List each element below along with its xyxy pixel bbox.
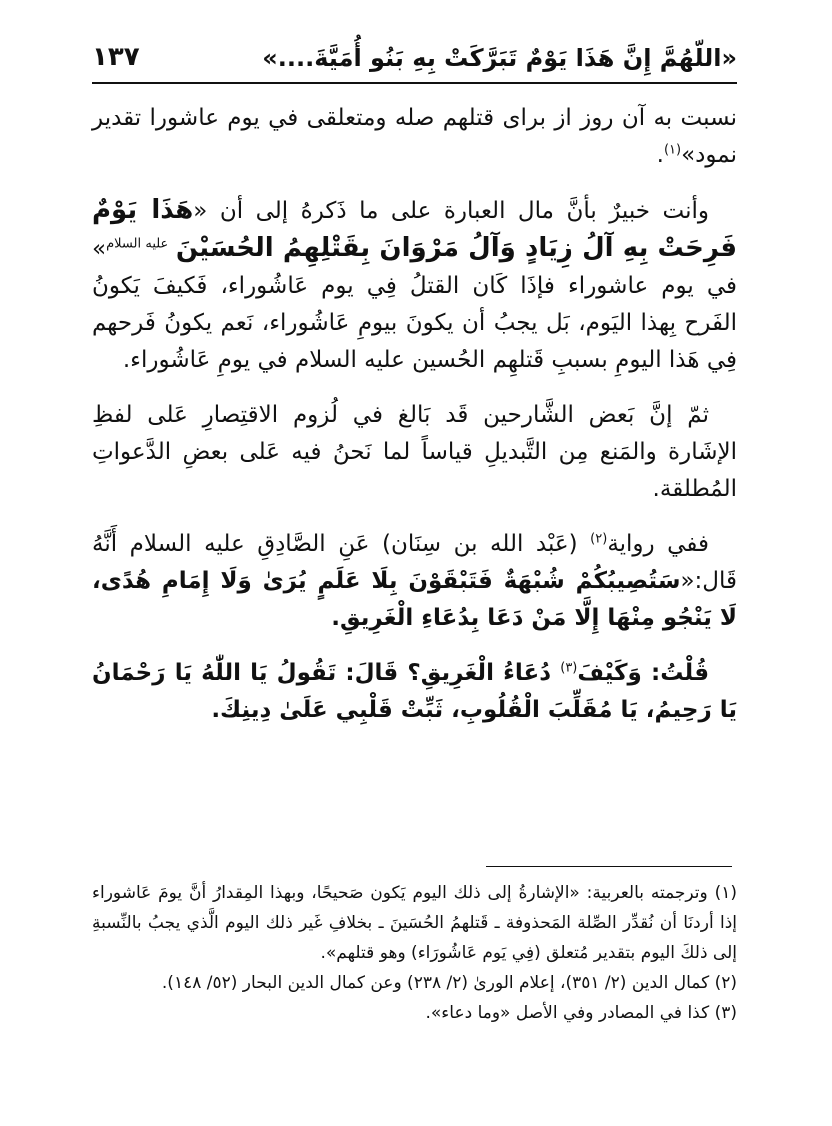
paragraph-2-rest: » في يوم عاشوراء فإذَا كَان القتلُ فِي يوم عَاشُوراء، فَكيفَ يَكونُ الفَرح بِهذا اليَوم، بَل يجبُ أن يكونَ بيومِ عَاشُوراء، نَعم يكونُ فَرحهم فِي هَذا اليومِ بسببِ قَتلهِم الحُسين عليه السلام في يومِ عَاشُوراء. [92,236,737,373]
running-header [92,38,737,84]
footnotes [92,878,737,1028]
footnote-ref-1: (١) [663,142,682,158]
running-title: «اللّهُمَّ إِنَّ هَذَا يَوْمٌ تَبَرَّكَتْ بِهِ بَنُو أُمَيَّةَ....» [262,44,737,72]
footnote-1: (١) وترجمته بالعربية: «الإشارةُ إلى ذلك اليوم يَكون صَحيحًا، وبهذا المِقدارُ أنَّ يومَ عَاشوراء إذا أردنَا أن نُقدِّر الصِّلة المَحذوفة ـ قَتلهمُ الحُسَينَ ـ بخلافِ غَير ذلك اليوم الَّذي يجبُ بالنِّسبةِ إلى ذلكَ اليوم بتقدير مُتعلق (فِي يَوم عَاشُورَاء) وهو قتلهم». [92,883,737,963]
footnote-ref-2: (٢) [590,531,608,547]
page-number: ١٣٧ [92,42,140,72]
paragraph-4-mid: (عَبْد الله بن سِنَان) عَنِ الصَّادِقِ عليه السلام أَنَّهُ قَال:« [92,531,737,594]
hadith-quote-2: سَتُصِيبُكُمْ شُبْهَةٌ فَتَبْقَوْنَ بِلَا عَلَمٍ يُرَىٰ وَلَا إِمَامِ هُدًى، لَا يَنْجُو مِنْهَا إِلَّا مَنْ دَعَا بِدُعَاءِ الْغَرِيقِ. [92,568,737,631]
footnote-3: (٣) كذا في المصادر وفي الأصل «وما دعاء». [425,1003,737,1023]
main-text [92,100,737,729]
paragraph-3-text: ثمّ إنَّ بَعض الشَّارحين قَد بَالغ في لُزوم الاقتِصارِ عَلى لفظِ الإشَارة والمَنع مِن التَّبديلِ قياساً لما نَحنُ فيه عَلى بعضِ الدَّعواتِ المُطلقة. [92,402,737,502]
paragraph-1 [92,100,737,174]
paragraph-2 [92,192,737,379]
honorific-mark: عليه السلام [106,236,169,252]
paragraph-4-lead: ففي رواية [607,531,709,557]
paragraph-3 [92,397,737,508]
paragraph-2-lead: وأنت خبيرٌ بأنَّ مال العبارة على ما ذَكرهُ إلى أن « [193,198,709,224]
footnote-2: (٢) كمال الدين (٢/ ٣٥١)، إعلام الورىٰ (٢/ ٢٣٨) وعن كمال الدين البحار (٥٢/ ١٤٨). [161,973,737,993]
hadith-quote-1: هَذَا يَوْمٌ فَرِحَتْ بِهِ آلُ زِيَادٍ وَآلُ مَرْوَانَ بِقَتْلِهِمُ الحُسَيْنَ [92,195,738,263]
footnote-ref-3: (٣) [560,660,578,676]
paragraph-1-tail: . [656,142,664,168]
paragraph-5-lead: قُلْتُ: وَكَيْفَ [577,660,710,686]
paragraph-5 [92,655,737,729]
paragraph-5-rest: دُعَاءُ الْغَرِيقِ؟ قَالَ: تَقُولُ يَا اللّٰهُ يَا رَحْمَانُ يَا رَحِيمُ، يَا مُقَلِّبَ الْقُلُوبِ، ثَبِّتْ قَلْبِي عَلَىٰ دِينِكَ. [92,660,737,723]
paragraph-1-text: نسبت به آن روز از براى قتلهم صله ومتعلقى في يوم عاشورا تقدير نمود» [92,105,737,168]
paragraph-4 [92,526,737,637]
footnote-divider [486,866,732,867]
